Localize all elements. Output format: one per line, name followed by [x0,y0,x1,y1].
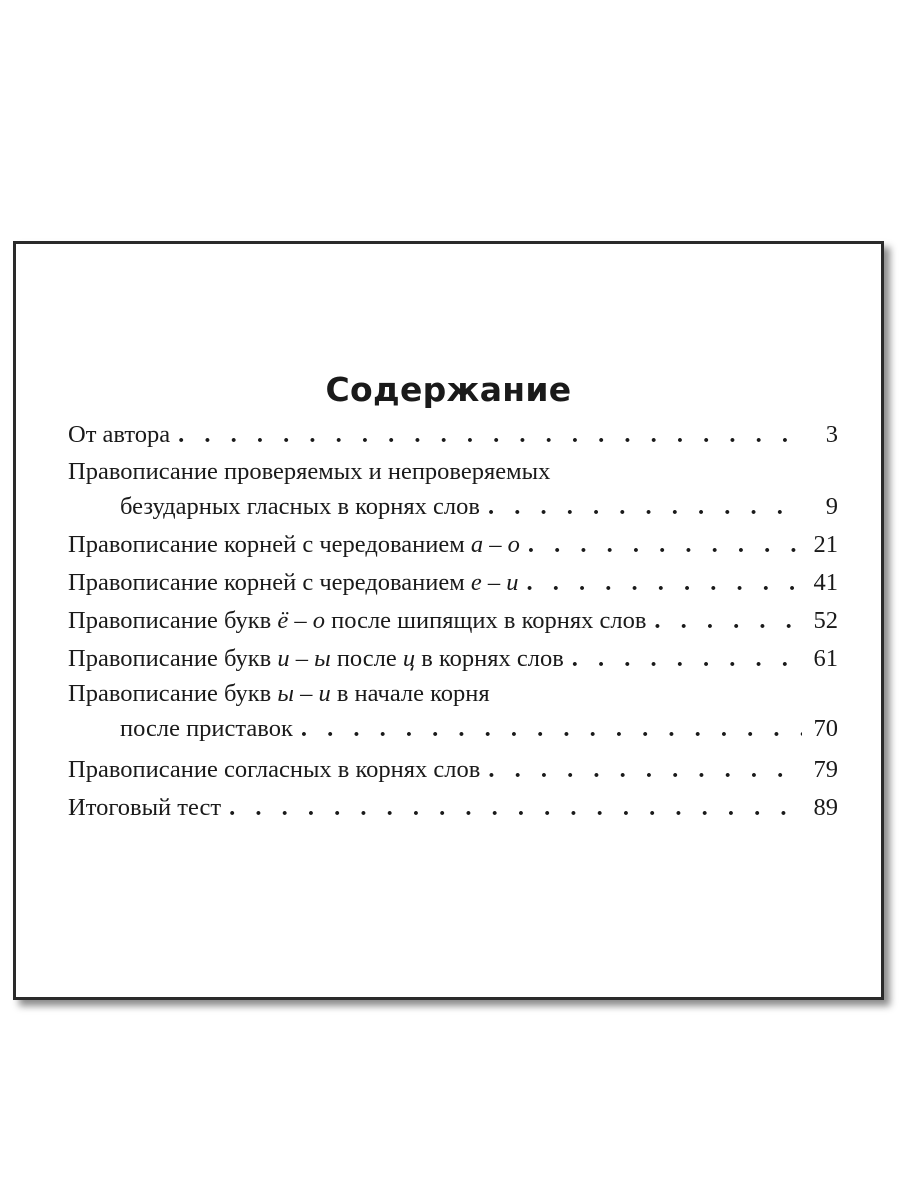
toc-entry-title [68,789,221,827]
toc-entry-title [68,678,490,710]
toc-text-fragment: безударных гласных в корнях слов [120,493,480,520]
toc-entry-line [68,602,838,640]
contents-page [13,241,884,1000]
toc-entry-title [68,602,646,640]
page-number: 52 [813,607,838,634]
toc-entry-title [68,564,519,602]
toc-entry[interactable] [68,789,838,827]
toc-entry-line [68,710,838,748]
toc-letter: ы [277,680,294,707]
toc-entry-title: Правописание проверяемых и непроверяемых [68,458,551,485]
dot-leader [488,488,802,526]
page-number: 3 [825,421,838,448]
dot-leader [178,416,802,454]
toc-entry[interactable] [68,526,838,564]
toc-text-fragment: в начале корня [330,680,490,707]
dot-leader [528,526,802,564]
dot-leader [527,564,802,602]
toc-letter: ы [314,645,331,672]
toc-entry[interactable] [68,751,838,789]
page-number: 89 [813,794,838,821]
toc-entry-title-continued [120,488,480,526]
toc-text-fragment: – [483,531,508,558]
toc-text-fragment: От автора [68,421,171,448]
page-number: 21 [813,531,838,558]
toc-letter: о [507,531,520,558]
toc-entry-line [68,751,838,789]
toc-entry[interactable] [68,640,838,678]
toc-letter: и [318,680,331,707]
toc-text-fragment: – [289,645,315,672]
toc-letter: е [470,569,482,596]
toc-entry[interactable] [68,416,838,454]
page-number: 79 [813,756,838,783]
toc-text-fragment: – [481,569,507,596]
toc-entry-title-continued [120,710,293,748]
toc-text-fragment: – [293,680,319,707]
toc-letter: ц [402,645,416,672]
toc-text-fragment: Правописание букв [68,645,278,672]
toc-entry[interactable] [68,456,838,526]
toc-text-fragment: после [330,645,403,672]
toc-entry-title [68,751,480,789]
toc-text-fragment: Правописание букв [68,680,278,707]
dot-leader [488,751,802,789]
toc-text-fragment: Итоговый тест [68,794,222,821]
toc-text-fragment: Правописание согласных в корнях слов [68,756,481,783]
toc-letter: и [277,645,290,672]
toc-letter: и [506,569,519,596]
toc-entry-line [68,640,838,678]
toc-entry-line [68,488,838,526]
page-number: 41 [813,569,838,596]
toc-text-fragment: Правописание корней с чередованием [68,569,471,596]
toc-entry-line [68,526,838,564]
toc-entry-first-line [68,456,838,488]
toc-entry-line [68,416,838,454]
page-number: 9 [825,493,838,520]
dot-leader [229,789,802,827]
dot-leader [654,602,802,640]
toc-entry[interactable] [68,678,838,748]
toc-letter: ё [277,607,289,634]
page-number: 61 [813,645,838,672]
toc-entry-title [68,526,520,564]
toc-entry[interactable] [68,602,838,640]
page-title: Содержание [325,370,572,409]
toc-text-fragment: – [288,607,313,634]
dot-leader [301,710,802,748]
toc-text-fragment: Правописание корней с чередованием [68,531,471,558]
toc-entry-line [68,564,838,602]
page-number: 70 [813,715,838,742]
dot-leader [572,640,802,678]
toc-entry-title [68,416,170,454]
toc-entry-first-line [68,678,838,710]
toc-text-fragment: после приставок [120,715,293,742]
toc-letter: а [470,531,484,558]
toc-entry[interactable] [68,564,838,602]
toc-text-fragment: в корнях слов [415,645,564,672]
toc-entry-title [68,640,564,678]
toc-text-fragment: после шипящих в корнях слов [324,607,647,634]
toc-text-fragment: Правописание букв [68,607,278,634]
toc-letter: о [312,607,325,634]
toc-entry-line [68,789,838,827]
